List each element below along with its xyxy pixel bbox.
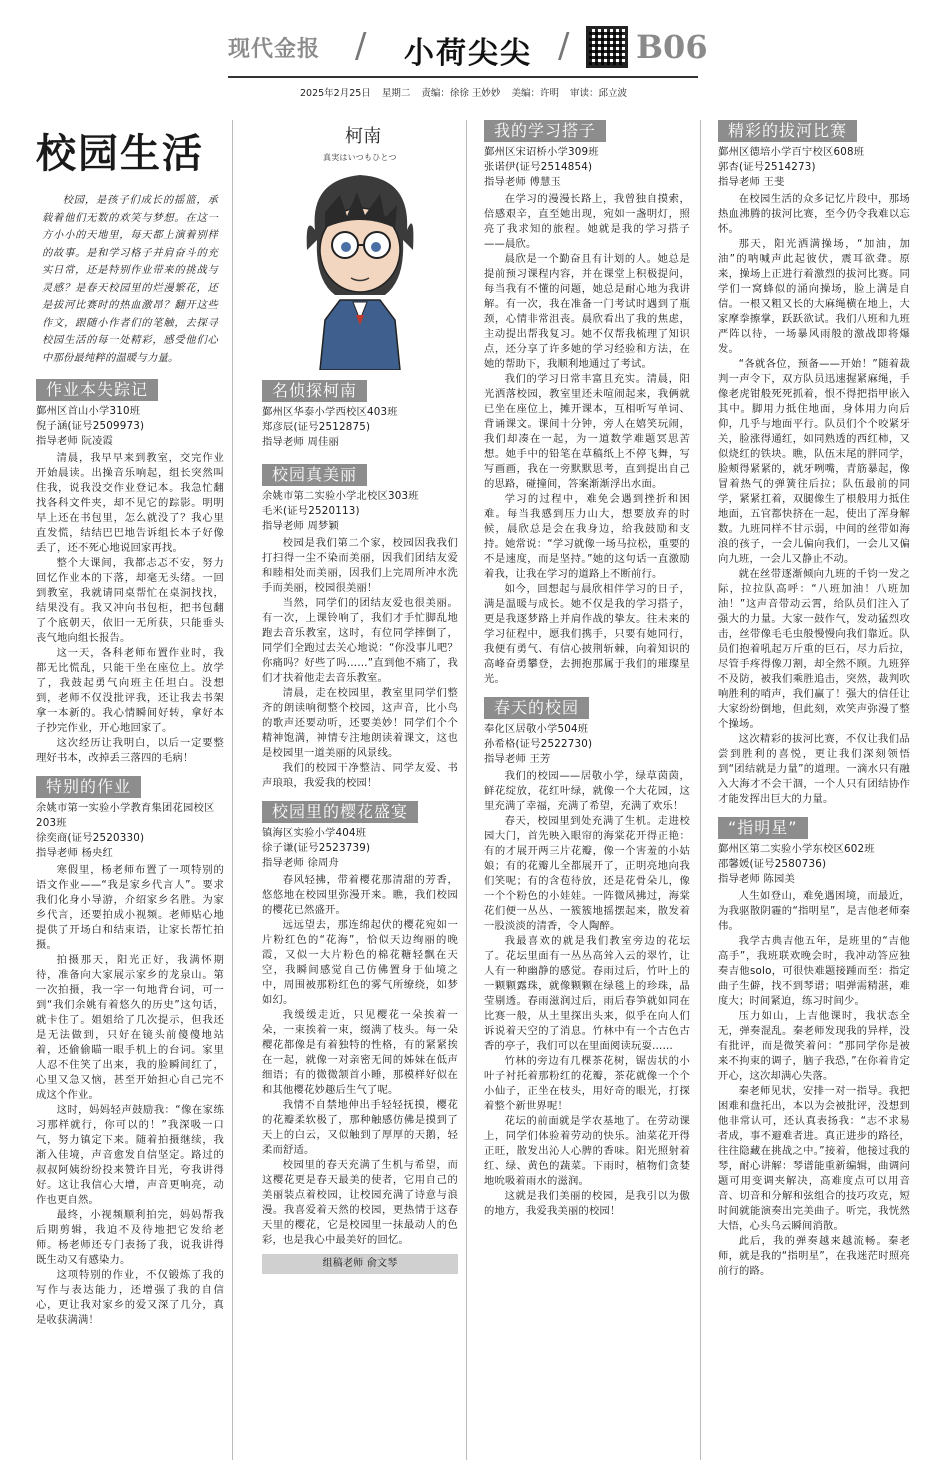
paragraph: 校园是我们第二个家，校园因我我们打扫得一尘不染而美丽，因我们团结友爱和睦相处而美丽，因我们上完周所冲水洗手而美丽，校园很美丽！: [262, 537, 458, 594]
paragraph: 那天，阳光洒满操场，“加油，加油”的呐喊声此起彼伏，震耳欲聋。原来，操场上正进行着激烈的拔河比赛。同学们一窝蜂似的涌向操场，脸上满是自信。一根又粗又长的大麻绳横在地上，大家摩拳擦掌，跃跃欲试。我们八班和九班严阵以待，一场暴风雨般的激战即将爆发。: [718, 238, 910, 355]
paragraph: 我情不自禁地伸出手轻轻抚摸，樱花的花瓣柔软极了，那种触感仿佛是摸到了天上的白云，又似触到了厚厚的天鹅，轻柔而舒适。: [262, 1099, 458, 1156]
paragraph: 春天，校园里到处充满了生机。走进校园大门，首先映入眼帘的海棠花开得正艳：有的才展开两三片花瓣，像一个害羞的小姑娘；有的花瓣儿全都展开了，正明亮地向我们笑呢；有的含苞待放，还是花骨朵儿，像一个个粉色的小娃娃。一阵微风拂过，海棠花们便一丛丛、一簇簇地摇摆起来，散发着一股淡淡的清香，令人陶醉。: [484, 815, 690, 932]
paragraph: “各就各位，预备——开始！”随着裁判一声令下，双方队员迅速握紧麻绳，手像老虎钳般死死抓着，恨不得把指甲嵌入其中。脚用力抵住地面，身体用力向后仰，几乎与地面平行。队员们个个咬紧牙关，脸涨得通红，如同熟透的西红柿，又似烧红的铁块。瞧，队伍末尾的胖同学，脸颊得紧紧的，就牙咧嘴，青筋暴起，像冒着热气的弹簧往后拉；队伍最前的同学，紧紧扛着，双腿像生了根般用力抵住地面，五官都快挤在一起，使出了浑身解数。九班同样不甘示弱，中间的丝带如海浪的孩子，一会儿偏向我们，一会儿又偏向九班，一会儿又静止不动。: [718, 358, 910, 565]
article-body: [262, 536, 458, 791]
article-body: [718, 889, 910, 1279]
article-teacher: 指导老师 王芳: [484, 753, 551, 765]
paragraph: 学习的过程中，难免会遇到挫折和困难。每当我感到压力山大，想要放弃的时候，晨欣总是会在我身边，给我鼓励和支持。她常说：“学习就像一场马拉松，重要的不是速度，而是坚持。”她的这句话一直激励着我，让我在学习的道路上不断前行。: [484, 493, 690, 580]
paragraph: 我们的校园——居敬小学，绿草茵茵，鲜花绽放，花红叶绿，就像一个大花园，这里充满了幸福，充满了希望，充满了欢乐！: [484, 770, 690, 812]
paragraph: 整个大课间，我都忐忑不安，努力回忆作业本的下落，却毫无头绪。一回到教室，我就请同桌帮忙在桌洞找找，结果没有。我又冲向书包柜，把书包翻了个底朝天，依旧一无所获，只能垂头丧气地向组长报告。: [36, 557, 224, 644]
article-teacher: 指导老师 周佳丽: [262, 436, 339, 448]
article-teacher: 指导老师 阮凌霞: [36, 435, 113, 447]
column-1: [36, 120, 224, 1328]
paragraph: 竹林的旁边有几棵茶花树，锯齿状的小叶子衬托着那粉红的花瓣，茶花就像一个个小仙子，正坐在枝头，用好奇的眼光，打探着整个新世界呢！: [484, 1055, 690, 1112]
column-4: [718, 120, 910, 1279]
article-author: 毛米(证号2520113): [262, 505, 360, 517]
column-divider: [700, 120, 701, 1460]
article-body: [718, 192, 910, 807]
page-number: B06: [636, 28, 708, 66]
designer-credit: 美编：许明: [511, 88, 559, 99]
article-body: [36, 863, 224, 1328]
illus-title: 柯南: [345, 126, 382, 147]
article-title: 名侦探柯南: [262, 380, 367, 402]
paragraph: 如今，回想起与晨欣相伴学习的日子，满是温暖与成长。她不仅是我的学习搭子，更是我逐梦路上并肩作战的挚友。往未来的学习征程中，愿我们携手，只要有她同行，我便有勇气、有信心披荆斩棘，向着知识的高峰奋勇攀登，去拥抱那属于我们的璀璨星光。: [484, 583, 690, 685]
article-title: 作业本失踪记: [36, 379, 158, 401]
intro-text: 校园，是孩子们成长的摇篮，承载着他们无数的欢笑与梦想。在这一方小小的天地里，每天都上演着别样的故事。是和学习格子并肩奋斗的充实日常，还是特别作业带来的挑战与灵感？是春天校园里的烂漫繁花，还是拔河比赛时的热血激昂？翻开这些作文，跟随小作者们的笔触，去探寻校园生活的每一处精彩，感受他们心中那份最纯粹的温暖与力量。: [42, 194, 218, 364]
paragraph: 人生如登山，难免遇困境，而最近，为我驱散阴霾的“指明星”，是吉他老师秦伟。: [718, 890, 910, 932]
illus-subtitle: 真実はいつもひとつ: [323, 153, 397, 162]
paragraph: 我最喜欢的就是我们教室旁边的花坛了。花坛里面有一丛丛高耸入云的翠竹，让人有一种幽静的感觉。春雨过后，竹叶上的一颗颗露珠，就像颗颗在绿毯上的珍珠，晶莹剔透。春雨滋润过后，雨后春笋就如同在比赛一般，从土里探出头来，似乎在向人们诉说着天空的了消息。竹林中有一个古色古香的亭子，我们可以在里面阅读玩耍……: [484, 935, 690, 1052]
column-2: [262, 120, 458, 1274]
article-teacher: 指导老师 周梦颖: [262, 520, 339, 532]
paragraph: 校园里的春天充满了生机与希望，而这樱花更是春天最美的使者，它用自己的美丽装点着校园，让校园充满了诗意与浪漫。我喜爱着天然的校园，更热情于这春天里的樱花，它是校园里一抹最动人的色彩，也是我心中最美好的回忆。: [262, 1159, 458, 1246]
paragraph: 清晨，走在校园里，教室里同学们整齐的朗读响彻整个校园，这声音，比小鸟的歌声还要动听，还要美妙！同学们个个精神饱满，神情专注地朗读着课文，这也是校园里一道美丽的风景线。: [262, 687, 458, 759]
proofreader-credit: 审读：邱立波: [570, 88, 628, 99]
article-school: 镇海区实验小学404班: [262, 827, 367, 839]
article-school: 鄞州区首山小学310班: [36, 405, 141, 417]
weekday: 星期二: [381, 88, 411, 99]
dateline: [300, 85, 635, 99]
section-name: 小荷尖尖: [404, 36, 532, 71]
article-author: 郑彦辰(证号2512875): [262, 421, 371, 433]
article-author: 徐子谦(证号2523739): [262, 842, 371, 854]
conan-illustration: [285, 120, 435, 370]
paragraph: 晨欣是一个勤奋且有计划的人。她总是提前预习课程内容，并在课堂上积极提问，每当我有不懂的问题，她总是耐心地为我讲解。有一次，我在准备一门考试时遇到了瓶颈，心情非常沮丧。晨欣看出了我的焦虑，主动提出帮我复习。她不仅帮我梳理了知识点，还分享了许多她的学习经验和方法，在她的帮助下，我顺利地通过了考试。: [484, 253, 690, 370]
paragraph: 在校园生活的众多记忆片段中，那场热血沸腾的拔河比赛，至今仍令我难以忘怀。: [718, 193, 910, 235]
paragraph: 最终，小视频顺利拍完，妈妈帮我后期剪辑，我迫不及待地把它发给老师。杨老师还专门表扬了我，说我讲得既生动又有感染力。: [36, 1209, 224, 1266]
column-divider: [232, 120, 233, 1460]
column-divider: [466, 120, 467, 1460]
article-title: 校园真美丽: [262, 464, 367, 486]
masthead-rule: [228, 76, 698, 78]
article-title: 校园里的樱花盛宴: [262, 801, 418, 823]
article-title: “指明星”: [718, 817, 808, 839]
paragraph: 就在丝带逐渐倾向九班的千钧一发之际，拉拉队高呼：“八班加油！八班加油！”这声音带动云霄，给队员们注入了强大的力量。大家一鼓作气，发动猛烈攻击，丝带像毛毛虫般慢慢向我们靠近。队员们抱着吼起万斤重的巨石，尽力后拉，尽管手疼得像刀割，却全然不顾。九班猝不及防，被我们乘胜追击，突然，裁判吹响胜利的哨声，我们赢了！强大的信任让大家纷纷倒地，但此刻，欢笑声弥漫了整个操场。: [718, 568, 910, 730]
article-school: 余姚市第一实验小学教育集团花园校区203班: [36, 802, 215, 829]
paragraph: 这项特别的作业，不仅锻炼了我的写作与表达能力，还增强了我的自信心，更让我对家乡的爱又深了几分，真是收获满满！: [36, 1269, 224, 1326]
editor-credit: 责编：徐徐 王妙妙: [421, 88, 501, 99]
paragraph: 我学古典吉他五年，是班里的“吉他高手”，我班联欢晚会时，我冲动答应独奏吉他solo，可很快难题接踵而至：指定曲子生僻，找不到琴谱；唱弹需精湛，难度大；时间紧迫，练习时间少。: [718, 935, 910, 1007]
article-school: 鄞州区华泰小学西校区403班: [262, 406, 398, 418]
paragraph: 在学习的漫漫长路上，我曾独自摸索，倍感艰辛，直至她出现，宛如一盏明灯，照亮了我求知的旅程。她就是我的学习搭子——晨欣。: [484, 193, 690, 250]
article-title: 我的学习搭子: [484, 120, 606, 142]
article-school: 鄞州区德培小学百宁校区608班: [718, 146, 865, 158]
paragraph: 当然，同学们的团结友爱也很美丽。有一次，上课铃响了，我们才手忙脚乱地跑去音乐教室，这时，有位同学摔倒了，同学们全跑过去关心地说：“你没事儿吧？你痛吗？好些了吗……”直到他不痛了，我们才扶着他走去音乐教室。: [262, 597, 458, 684]
article-author: 张诺伊(证号2514854): [484, 161, 593, 173]
paragraph: 我们的学习日常丰富且充实。清晨，阳光洒落校园，教室里还未喧闹起来，我俩就已坐在座位上，摊开课本，互相听写单词、背诵课文。课间十分钟，旁人在嬉笑玩闹，我们却凑在一起，为一道数学难题冥思苦想。她手中的铅笔在草稿纸上不停飞舞，写写画画，我在一旁默默思考，直到提出自己的思路，碰撞间，答案渐渐浮出水面。: [484, 373, 690, 490]
date: 2025年2月25日: [300, 88, 371, 99]
masthead-divider: /: [558, 26, 570, 66]
article-body: [484, 769, 690, 1219]
article-teacher: 指导老师 徐周舟: [262, 857, 339, 869]
article-school: 鄞州区宋诏桥小学309班: [484, 146, 599, 158]
article-title: 精彩的拔河比赛: [718, 120, 857, 142]
paper-name: 现代金报: [228, 36, 321, 62]
paragraph: 这就是我们美丽的校园，是我引以为傲的地方，我爱我美丽的校园！: [484, 1190, 690, 1217]
article-school: 余姚市第二实验小学北校区303班: [262, 490, 419, 502]
paragraph: 这一天，各科老师布置作业时，我都无比慌乱，只能干坐在座位上。放学了，我鼓起勇气向班主任坦白。没想到，老师不仅没批评我，还让我去书架拿一本新的。我心情瞬间好转，拿好本子抄完作业，开心地回家了。: [36, 647, 224, 734]
paragraph: 远远望去，那连绵起伏的樱花宛如一片粉红色的“花海”，恰似天边绚丽的晚霞，又似一大片粉色的棉花糖轻飘在天空，我瞬间感觉自己仿佛置身于仙境之中，周围被那粉红色的雾气所缭绕，如梦如幻。: [262, 919, 458, 1006]
paragraph: 秦老师见状，安排一对一指导。我把困难和盘托出，本以为会被批评，没想到他非常认可，还认真表扬我：“志不求易者成，事不避难者进。真正进步的路径，往往隐藏在挑战之中。”接着，他接过我的琴，耐心讲解：琴谱能重新编辑，曲调问题可用变调夹解决，高难度点可以用音音、切音和分解和弦组合的技巧攻克，短时间就能演奏出完美曲子。听完，我恍然大悟，心头乌云瞬间消散。: [718, 1085, 910, 1232]
paragraph: 此后，我的弹奏越来越流畅。秦老师，就是我的“指明星”，在我迷茫时照亮前行的路。: [718, 1235, 910, 1277]
paragraph: 这次经历让我明白，以后一定要整理好书本，改掉丢三落四的毛病！: [36, 737, 224, 764]
article-teacher: 指导老师 杨央红: [36, 847, 113, 859]
qr-code-icon: [586, 26, 628, 68]
article-author: 孙希格(证号2522730): [484, 738, 593, 750]
article-teacher: 指导老师 傅慧玉: [484, 176, 561, 188]
paragraph: 这次精彩的拔河比赛，不仅让我们品尝到胜利的喜悦，更让我们深刻领悟到“团结就是力量”的道理。一滴水只有融入大海才不会干涸，一个人只有团结协作才能发挥出巨大的力量。: [718, 733, 910, 805]
article-body: [484, 192, 690, 687]
paragraph: 这时，妈妈轻声鼓励我：“像在家练习那样就行，你可以的！”我深吸一口气，努力镇定下来。随着拍摄继续，我渐入佳境，声音愈发自信坚定。路过的叔叔阿姨纷纷投来赞许目光，夸我讲得好。这让我信心大增，声音更响亮，动作也更自然。: [36, 1104, 224, 1206]
article-school: 鄞州区第二实验小学东校区602班: [718, 843, 875, 855]
paragraph: 我缓缓走近，只见樱花一朵挨着一朵，一束挨着一束，缀满了枝头。每一朵樱花都像是有着独特的性格，有的紧紧挨在一起，就像一对亲密无间的姊妹在低声细语；有的微微颔首小睡，那模样好似在和其他樱花妙趣后生气了呢。: [262, 1009, 458, 1096]
article-title: 春天的校园: [484, 697, 589, 719]
paragraph: 春风轻拂，带着樱花那清甜的芳香，悠悠地在校园里弥漫开来。瞧，我们校园的樱花已然盛开。: [262, 874, 458, 916]
masthead: [0, 18, 934, 78]
article-author: 徐奕商(证号2520330): [36, 832, 145, 844]
page-title: 校园生活: [36, 130, 204, 177]
paragraph: 清晨，我早早来到教室，交完作业开始晨读。出操音乐响起，组长突然叫住我，说我没交作业登记本。我急忙翻找各科文件夹，却不见它的踪影。明明早上还在书包里，怎么就没了？我心里直发慌，结结巴巴地告诉组长本子好像丢了，还不死心地说回家再找。: [36, 452, 224, 554]
article-body: [36, 451, 224, 766]
masthead-divider: /: [355, 26, 367, 66]
organizer-credit: 组稿老师 俞文琴: [262, 1254, 458, 1274]
paragraph: 花坛的前面就是学农基地了。在劳动课上，同学们体验着劳动的快乐。油菜花开得正旺，散发出沁人心脾的香味。阳光照射着红、绿、黄色的蔬菜。下雨时，植物们贪婪地吮吸着雨水的滋润。: [484, 1115, 690, 1187]
article-teacher: 指导老师 陈园美: [718, 873, 795, 885]
article-author: 倪子涵(证号2509973): [36, 420, 145, 432]
paragraph: 我们的校园干净整洁、同学友爱、书声琅琅，我爱我的校园！: [262, 762, 458, 789]
article-author: 郭杏(证号2514273): [718, 161, 816, 173]
paragraph: 拍摄那天，阳光正好，我满怀期待，准备向大家展示家乡的龙泉山。第一次拍摄，我一字一句地背台词，可一到“我们余姚有着悠久的历史”这句话，就卡住了。姐姐给了几次提示，但我还是无法做到，只好在镜头前傻傻地站着，还偷偷瞄一眼手机上的台词。家里人忍不住笑了出来，我的脸瞬间红了，心里又急又恼，甚至开始担心自己完不成这个作业。: [36, 954, 224, 1101]
article-teacher: 指导老师 王斐: [718, 176, 785, 188]
paragraph: 寒假里，杨老师布置了一项特别的语文作业——“我是家乡代言人”。要求我们化身小导游，介绍家乡名胜。为家乡代言，还要拍成小视频。老师贴心地提供了开场白和结束语，让家长帮忙拍摄。: [36, 864, 224, 951]
paragraph: 压力如山，上吉他课时，我状态全无，弹奏混乱。秦老师发现我的异样，没有批评，而是微笑着问：“那同学你是被来不拘束的调子，脑子我恐，”在你着肯定开心，这次却满心失落。: [718, 1010, 910, 1082]
cartoon-drawing-icon: [285, 120, 435, 370]
article-school: 奉化区居敬小学504班: [484, 723, 589, 735]
column-3: [484, 120, 690, 1219]
article-title: 特别的作业: [36, 776, 141, 798]
article-body: [262, 873, 458, 1248]
article-author: 邵馨媛(证号2580736): [718, 858, 827, 870]
